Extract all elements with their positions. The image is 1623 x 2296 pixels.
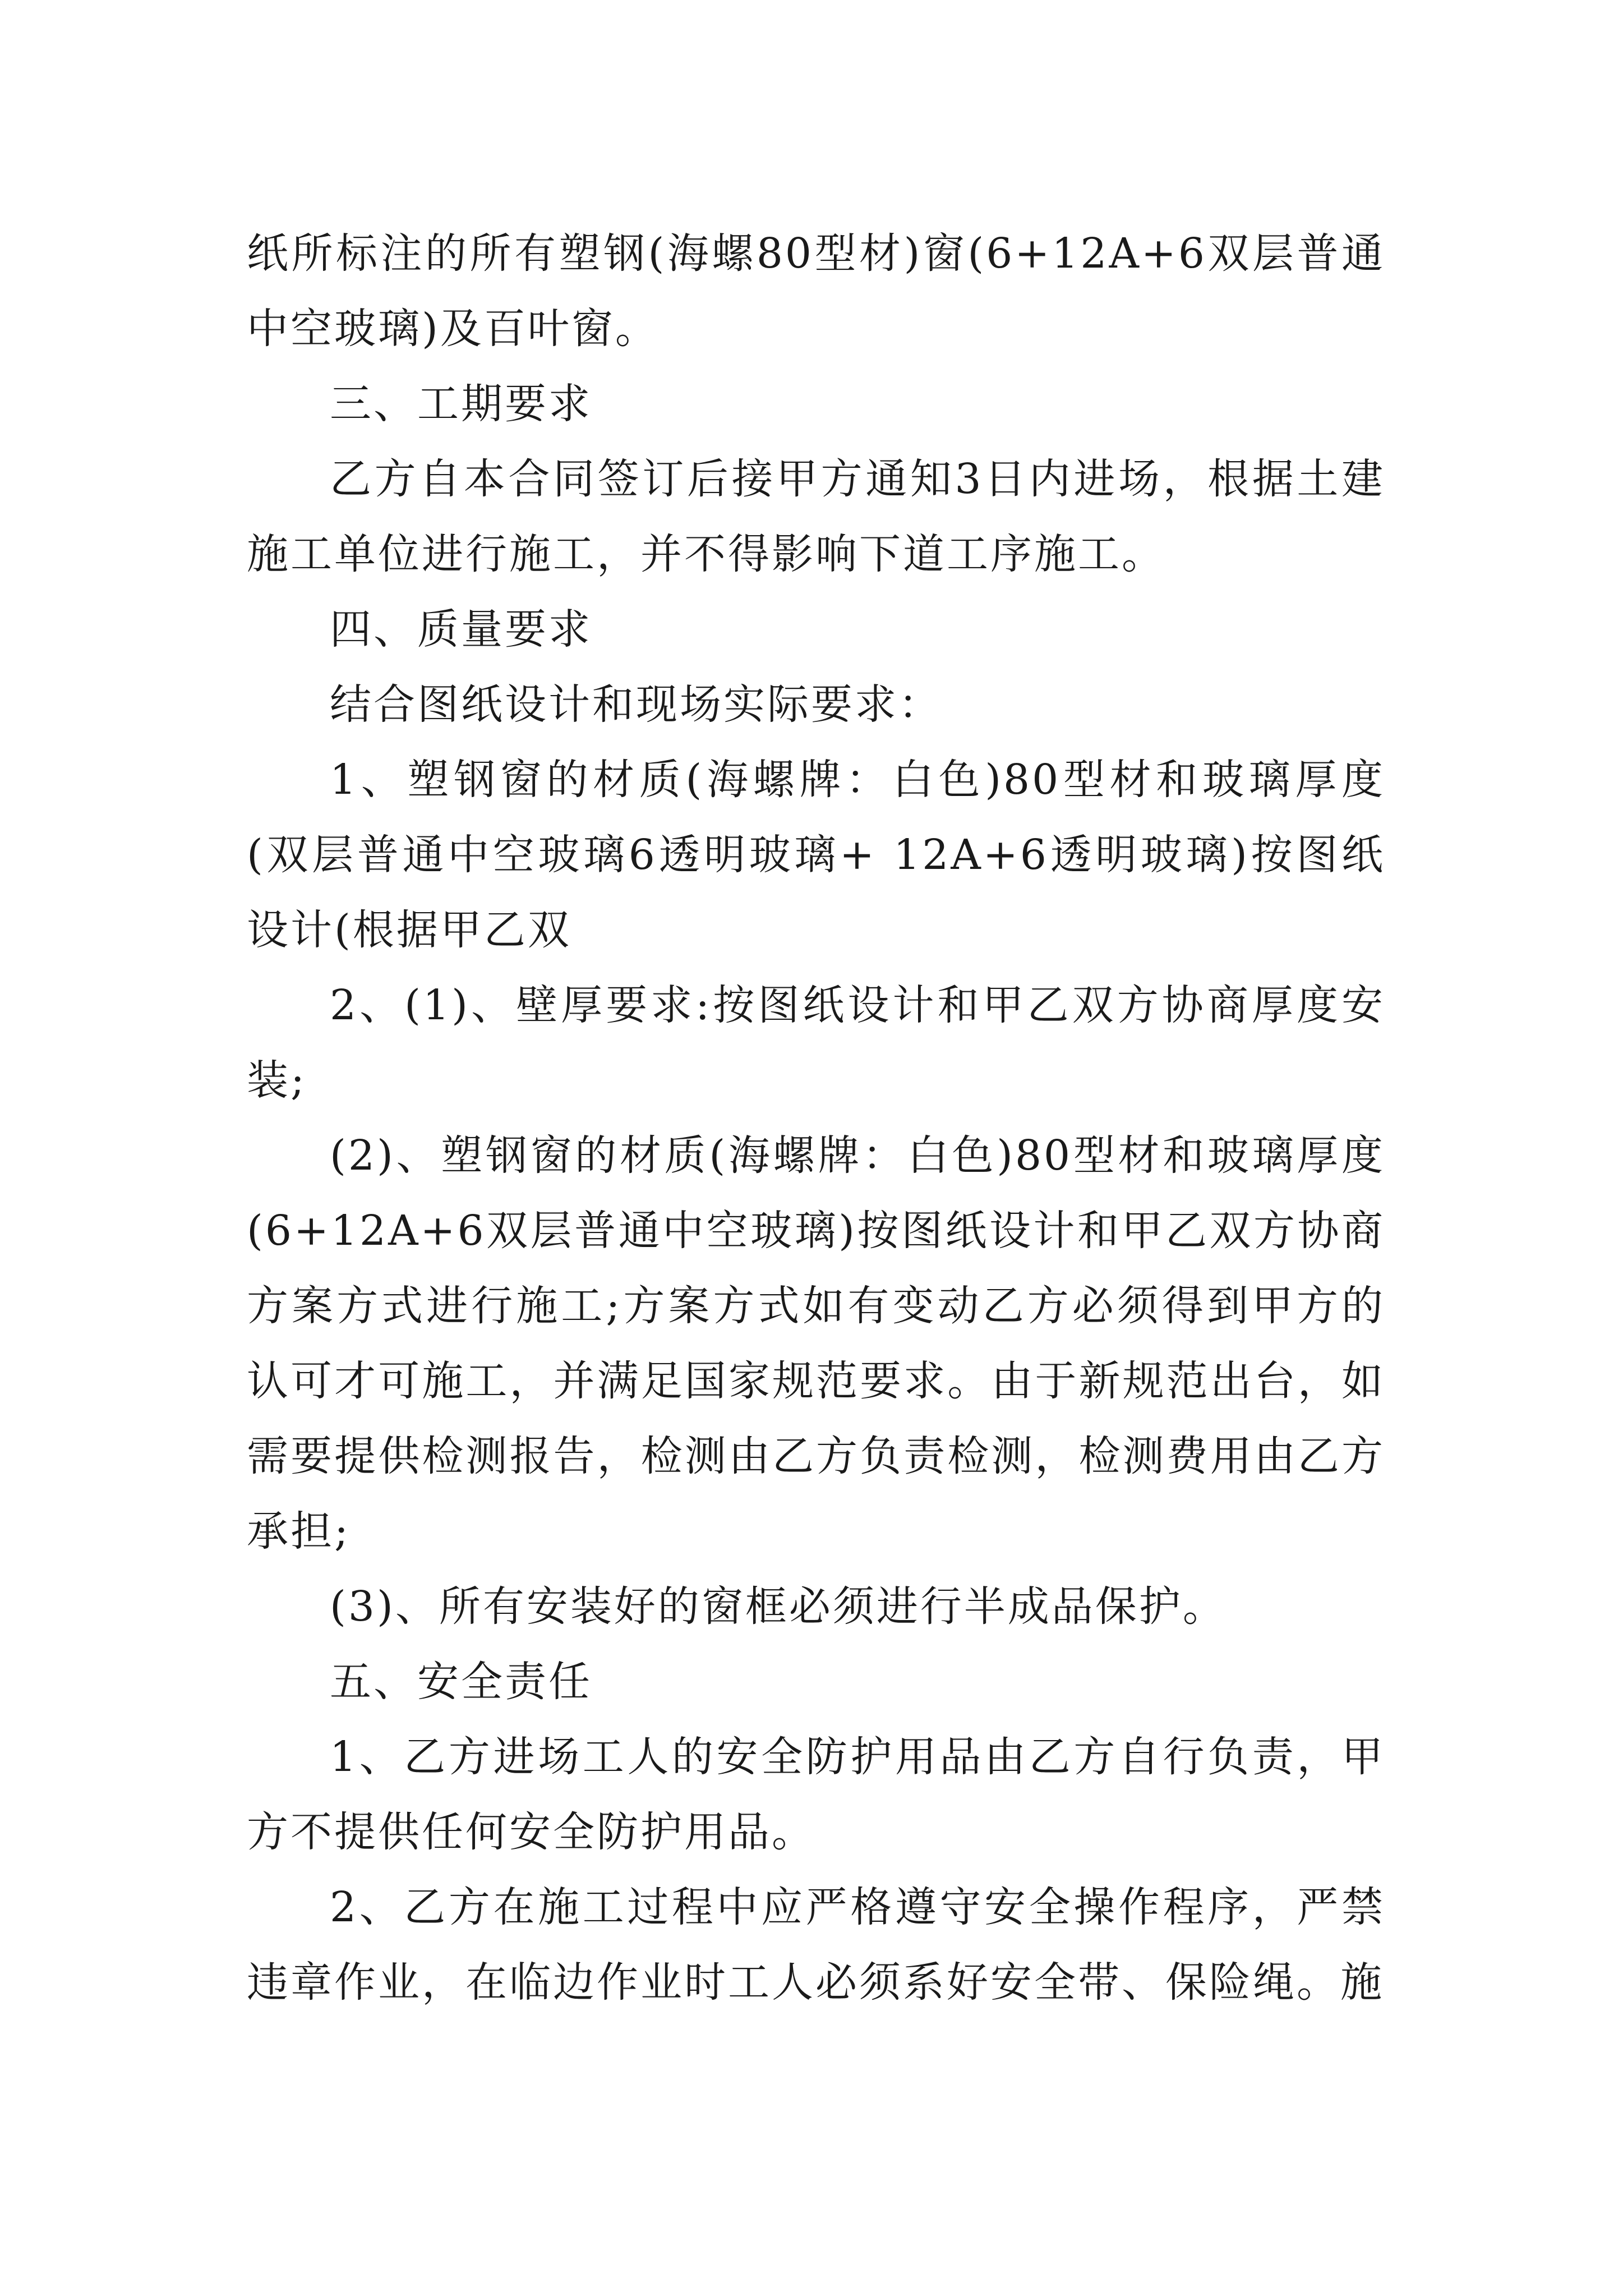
paragraph-continuation: 纸所标注的所有塑钢(海螺80型材)窗(6+12A+6双层普通中空玻璃)及百叶窗。 — [247, 229, 1385, 353]
paragraph-quality-item-2-3: (3)、所有安装好的窗框必须进行半成品保护。 — [330, 1582, 1227, 1631]
section-heading-safety: 五、安全责任 — [330, 1658, 592, 1706]
paragraph-quality-intro: 结合图纸设计和现场实际要求： — [330, 680, 942, 729]
section-heading-schedule: 三、工期要求 — [330, 380, 592, 428]
section-heading-quality: 四、质量要求 — [330, 605, 592, 654]
paragraph-safety-item-1: 1、乙方进场工人的安全防护用品由乙方自行负责，甲方不提供任何安全防护用品。 — [247, 1733, 1385, 1856]
paragraph-quality-item-2-1: 2、(1)、壁厚要求:按图纸设计和甲乙双方协商厚度安装; — [247, 981, 1385, 1105]
paragraph-quality-item-1: 1、塑钢窗的材质(海螺牌：白色)80型材和玻璃厚度(双层普通中空玻璃6透明玻璃+ 12A+6透明玻璃)按图纸设计(根据甲乙双 — [247, 756, 1385, 954]
paragraph-schedule: 乙方自本合同签订后接甲方通知3日内进场，根据土建施工单位进行施工，并不得影响下道工序施工。 — [247, 455, 1385, 578]
paragraph-quality-item-2-2: (2)、塑钢窗的材质(海螺牌：白色)80型材和玻璃厚度(6+12A+6双层普通中空玻璃)按图纸设计和甲乙双方协商方案方式进行施工;方案方式如有变动乙方必须得到甲方的认可才可施工，并满足国家规范要求。由于新规范出台，如需要提供检测报告，检测由乙方负责检测，检测费用由乙方承担; — [247, 1131, 1385, 1556]
document-body — [247, 216, 1385, 2020]
paragraph-safety-item-2: 2、乙方在施工过程中应严格遵守安全操作程序，严禁违章作业，在临边作业时工人必须系好安全带、保险绳。施 — [247, 1883, 1385, 2007]
